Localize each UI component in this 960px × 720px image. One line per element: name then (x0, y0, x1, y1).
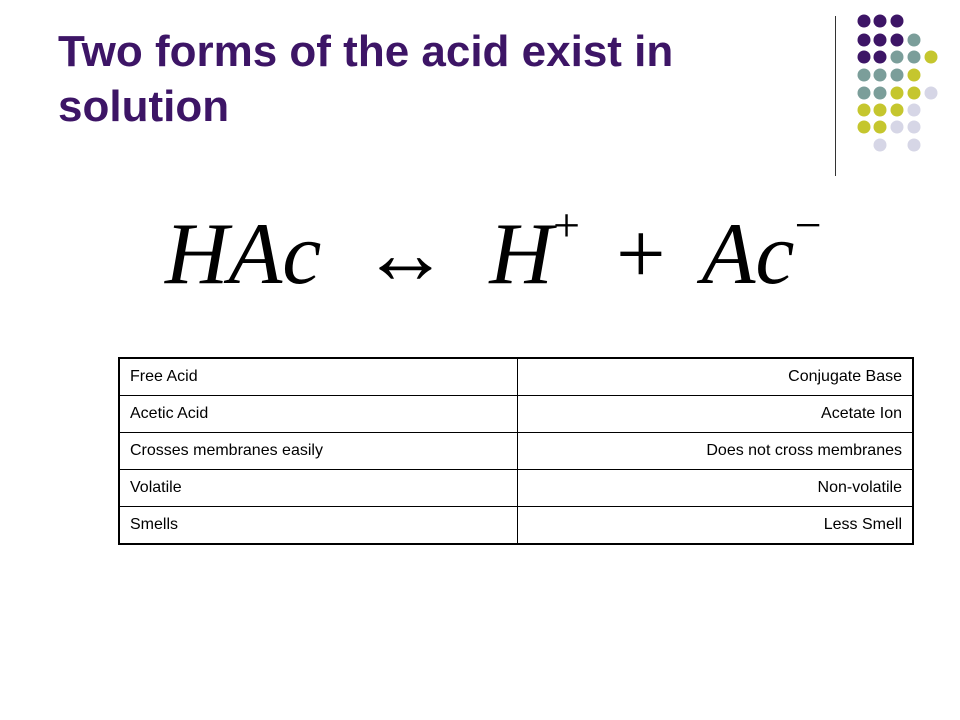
decorative-dot (891, 15, 904, 28)
chemical-equation (165, 200, 845, 310)
acid-forms-table (118, 357, 914, 545)
dot-grid-group (858, 15, 938, 152)
decorative-dot (858, 15, 871, 28)
table-row (119, 507, 913, 545)
slide-title: Two forms of the acid exist in solution (58, 27, 674, 131)
decorative-dot (874, 51, 887, 64)
decorative-dot (908, 51, 921, 64)
decorative-dot (874, 139, 887, 152)
conjugate-base-cell: Conjugate Base (518, 358, 914, 396)
decorative-dot (908, 69, 921, 82)
decorative-dot (858, 104, 871, 117)
decorative-dot (858, 51, 871, 64)
decorative-dot (874, 104, 887, 117)
free-acid-cell: Smells (119, 507, 518, 545)
decorative-dot (891, 51, 904, 64)
free-acid-cell: Free Acid (119, 358, 518, 396)
hydrogen-charge: + (552, 199, 581, 252)
table-row (119, 470, 913, 507)
decorative-dot (891, 87, 904, 100)
free-acid-cell: Volatile (119, 470, 518, 507)
table-row (119, 433, 913, 470)
acetate-charge: − (794, 199, 822, 252)
table-row (119, 396, 913, 433)
free-acid-cell: Acetic Acid (119, 396, 518, 433)
conjugate-base-cell: Does not cross membranes (518, 433, 914, 470)
equation-product-hydrogen: H (489, 206, 553, 303)
decorative-dot (858, 121, 871, 134)
decorative-dot (908, 87, 921, 100)
decorative-dot (874, 15, 887, 28)
decorative-dot (874, 34, 887, 47)
decorative-dot (874, 121, 887, 134)
decorative-dot (925, 87, 938, 100)
decorative-dot (874, 87, 887, 100)
decorative-dot (858, 69, 871, 82)
equilibrium-arrow: ↔ (361, 206, 450, 303)
decorative-dot (908, 104, 921, 117)
conjugate-base-cell: Non-volatile (518, 470, 914, 507)
decorative-dot (908, 34, 921, 47)
conjugate-base-cell: Acetate Ion (518, 396, 914, 433)
decorative-dot (858, 87, 871, 100)
equation-reactant: HAc (165, 206, 322, 303)
decorative-dot (908, 121, 921, 134)
equation-plus: + (616, 206, 666, 303)
decorative-dot (908, 139, 921, 152)
conjugate-base-cell: Less Smell (518, 507, 914, 545)
decorative-dot (925, 51, 938, 64)
equation-product-acetate: Ac (701, 206, 795, 303)
decorative-dot (891, 34, 904, 47)
decorative-dot (891, 104, 904, 117)
table-row (119, 358, 913, 396)
free-acid-cell: Crosses membranes easily (119, 433, 518, 470)
decorative-dot (891, 69, 904, 82)
decorative-dot (891, 121, 904, 134)
decorative-dot (874, 69, 887, 82)
decorative-dot (858, 34, 871, 47)
